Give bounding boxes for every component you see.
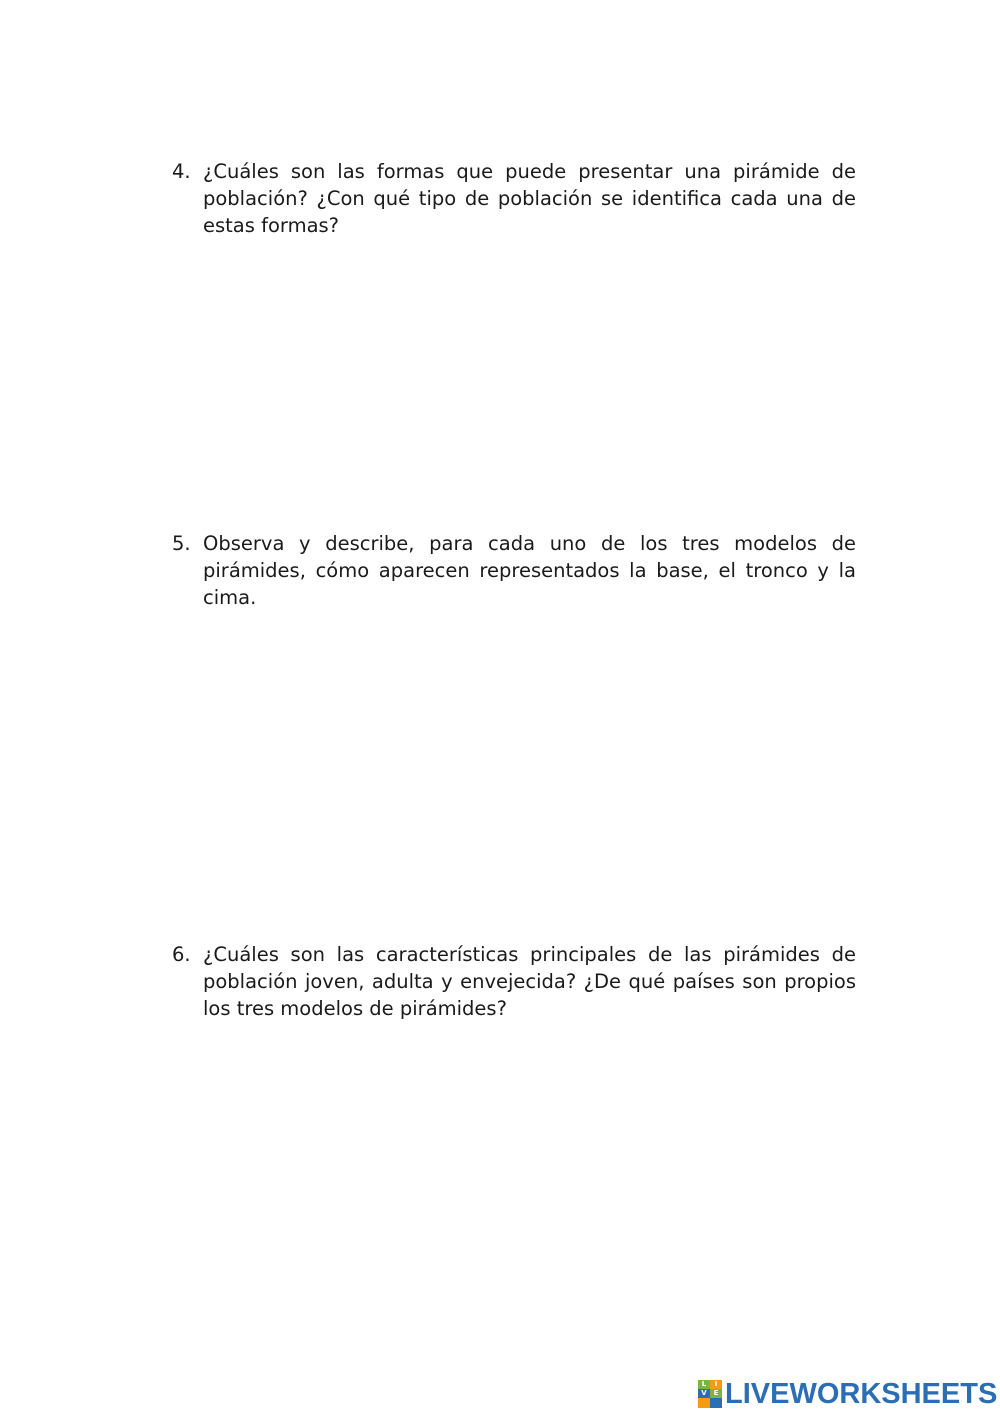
question-number: 6. [172,943,191,966]
question-number: 5. [172,532,191,555]
question-text: ¿Cuáles son las formas que puede presentar una pirámide de población? ¿Con qué tipo de población se identifica cada una de estas formas? [203,160,856,237]
brand-name: LIVEWORKSHEETS [725,1378,998,1410]
question-text: ¿Cuáles son las características principales de las pirámides de población joven, adulta y envejecida? ¿De qué países son propios los tres modelos de pirámides? [203,943,856,1020]
question-5 [172,530,856,611]
liveworksheets-logo-icon: L I V E [698,1380,722,1408]
question-text: Observa y describe, para cada uno de los tres modelos de pirámides, cómo aparecen representados la base, el tronco y la cima. [203,532,856,609]
question-6 [172,941,856,1022]
liveworksheets-brand [698,1378,997,1410]
question-4 [172,158,856,239]
question-number: 4. [172,160,191,183]
